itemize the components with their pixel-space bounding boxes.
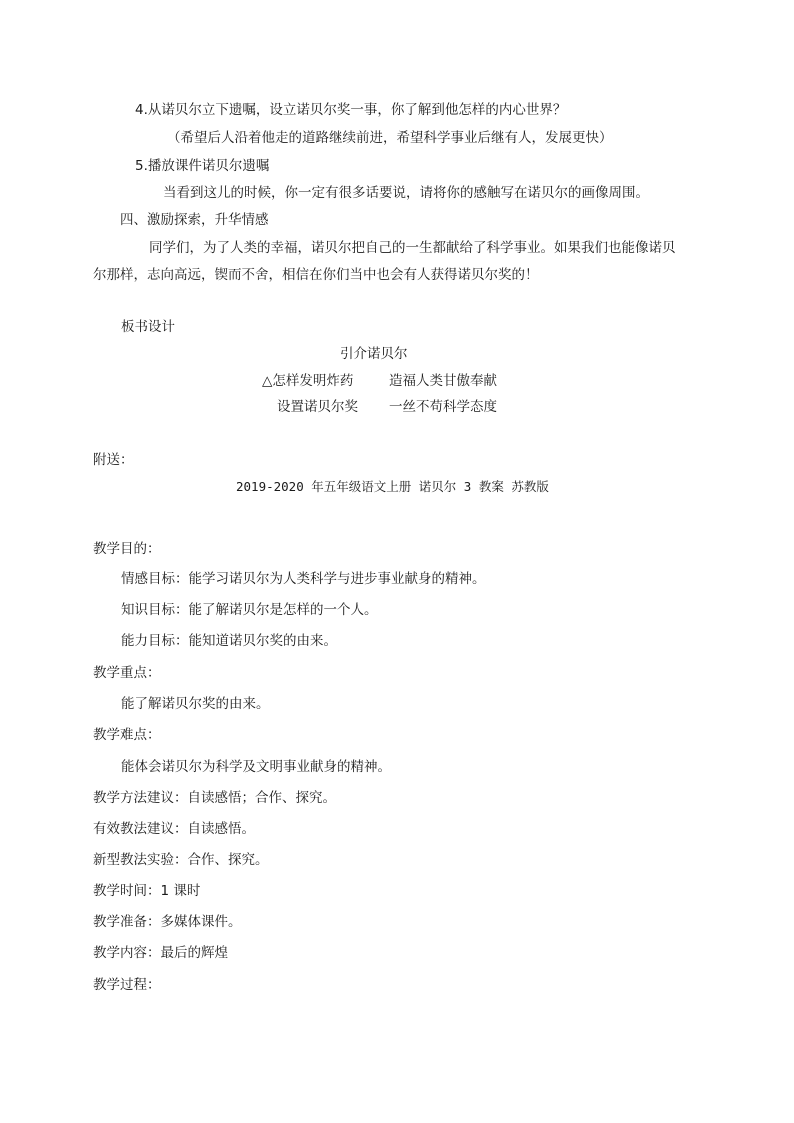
board-row-2-right: 一丝不苟科学态度: [389, 399, 497, 415]
question-4-answer: （希望后人沿着他走的道路继续前进，希望科学事业后继有人，发展更快）: [167, 130, 613, 146]
teaching-prep: 教学准备：多媒体课件。: [93, 914, 242, 930]
goal-ability: 能力目标：能知道诺贝尔奖的由来。: [121, 633, 337, 649]
key-point-text: 能了解诺贝尔奖的由来。: [121, 696, 270, 712]
section-4-heading: 四、激励探索，升华情感: [120, 212, 269, 228]
teaching-method: 教学方法建议：自读感悟；合作、探究。: [93, 790, 336, 806]
board-design-heading: 板书设计: [121, 319, 175, 335]
board-row-2-left: 设置诺贝尔奖: [277, 399, 358, 415]
new-method: 新型教法实验：合作、探究。: [93, 852, 269, 868]
goal-emotion: 情感目标：能学习诺贝尔为人类科学与进步事业献身的精神。: [121, 571, 486, 587]
board-row-1-left: △怎样发明炸药: [262, 373, 354, 389]
question-4: 4.从诺贝尔立下遗嘱，设立诺贝尔奖一事，你了解到他怎样的内心世界？: [135, 102, 567, 118]
step-5: 5.播放课件诺贝尔遗嘱: [135, 158, 270, 174]
closing-paragraph-line-2: 尔那样，志向高远，锲而不舍，相信在你们当中也会有人获得诺贝尔奖的！: [93, 267, 539, 283]
difficulty-heading: 教学难点：: [93, 727, 161, 743]
difficulty-text: 能体会诺贝尔为科学及文明事业献身的精神。: [121, 759, 391, 775]
effective-method: 有效教法建议：自读感悟。: [93, 821, 255, 837]
teaching-process-heading: 教学过程：: [93, 977, 161, 993]
step-5-text: 当看到这儿的时候，你一定有很多话要说，请将你的感触写在诺贝尔的画像周围。: [163, 185, 649, 201]
closing-paragraph-line-1: 同学们，为了人类的幸福，诺贝尔把自己的一生都献给了科学事业。如果我们也能像诺贝: [149, 240, 676, 256]
goals-heading: 教学目的：: [93, 541, 161, 557]
appendix-label: 附送：: [93, 452, 134, 468]
board-row-1-right: 造福人类甘傲奉献: [389, 373, 497, 389]
teaching-time: 教学时间：1 课时: [93, 883, 201, 899]
board-title: 引介诺贝尔: [340, 346, 408, 362]
document-title: 2019-2020 年五年级语文上册 诺贝尔 3 教案 苏教版: [236, 479, 549, 494]
goal-knowledge: 知识目标：能了解诺贝尔是怎样的一个人。: [121, 602, 378, 618]
teaching-content: 教学内容：最后的辉煌: [93, 945, 228, 961]
key-point-heading: 教学重点：: [93, 665, 161, 681]
